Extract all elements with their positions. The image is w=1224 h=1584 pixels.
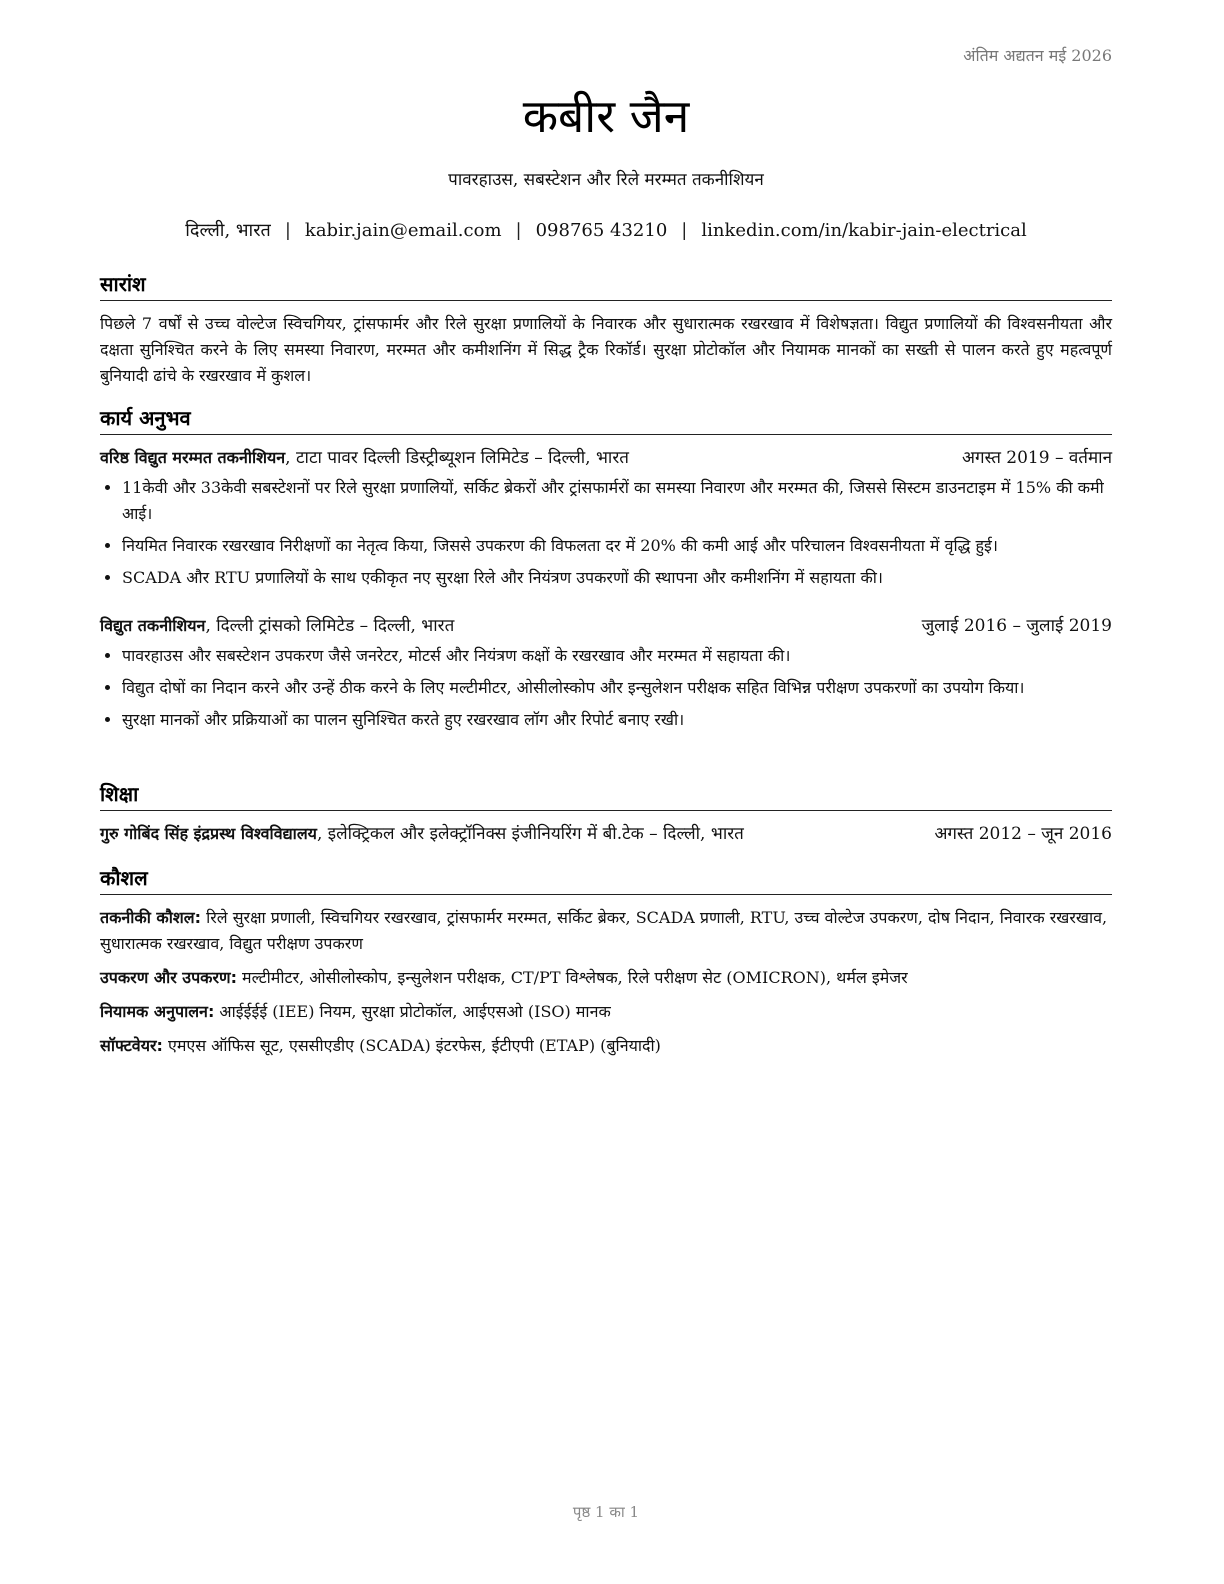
skill-text: मल्टीमीटर, ओसीलोस्कोप, इन्सुलेशन परीक्षक, CT/PT विश्लेषक, रिले परीक्षण सेट (OMICRON), थर्मल इमेजर (236, 968, 908, 987)
education-dates: अगस्त 2012 – जून 2016 (934, 824, 1112, 844)
job-bullets (100, 475, 1112, 591)
skill-label: तकनीकी कौशल: (100, 908, 201, 927)
job-role: वरिष्ठ विद्युत मरम्मत तकनीशियन (100, 448, 286, 467)
education-school: गुरु गोबिंद सिंह इंद्रप्रस्थ विश्वविद्यालय (100, 824, 317, 843)
skill-label: नियामक अनुपालन: (100, 1002, 215, 1021)
job-role: विद्युत तकनीशियन (100, 616, 206, 635)
job-bullet: • नियमित निवारक रखरखाव निरीक्षणों का नेतृत्व किया, जिससे उपकरण की विफलता दर में 20% की कमी आई और परिचालन विश्वसनीयता में वृद्धि हुई। (122, 533, 1112, 559)
separator: | (515, 220, 522, 241)
separator: | (681, 220, 688, 241)
job-bullets (100, 643, 1112, 733)
skill-label: उपकरण और उपकरण: (100, 968, 237, 987)
job-bullet: • SCADA और RTU प्रणालियों के साथ एकीकृत नए सुरक्षा रिले और नियंत्रण उपकरणों की स्थापना और कमीशनिंग में सहायता की। (122, 565, 1112, 591)
job-organization: , दिल्ली ट्रांसको लिमिटेड – दिल्ली, भारत (205, 616, 455, 636)
job-header (100, 613, 1112, 639)
job-bullet: • पावरहाउस और सबस्टेशन उपकरण जैसे जनरेटर, मोटर्स और नियंत्रण कक्षों के रखरखाव और मरम्मत में सहायता की। (122, 643, 1112, 669)
job-bullet: • विद्युत दोषों का निदान करने और उन्हें ठीक करने के लिए मल्टीमीटर, ओसीलोस्कोप और इन्सुलेशन परीक्षक सहित विभिन्न परीक्षण उपकरणों का उपयोग किया। (122, 675, 1112, 701)
job-title-subtitle: पावरहाउस, सबस्टेशन और रिले मरम्मत तकनीशियन (448, 170, 764, 190)
section-title-summary: सारांश (100, 270, 1112, 301)
job-organization: , टाटा पावर दिल्ली डिस्ट्रीब्यूशन लिमिटेड – दिल्ली, भारत (285, 448, 629, 468)
contact-linkedin[interactable]: linkedin.com/in/kabir-jain-electrical (701, 220, 1027, 241)
skill-line-technical (100, 905, 1112, 957)
job-entry (100, 613, 1112, 733)
skill-label: सॉफ्टवेयर: (100, 1036, 163, 1055)
job-dates: अगस्त 2019 – वर्तमान (962, 448, 1112, 468)
skill-text: आईईईई (IEE) नियम, सुरक्षा प्रोटोकॉल, आईएसओ (ISO) मानक (214, 1002, 611, 1021)
summary-text: पिछले 7 वर्षों से उच्च वोल्टेज स्विचगियर, ट्रांसफार्मर और रिले सुरक्षा प्रणालियों के निवारक और सुधारात्मक रखरखाव में विशेषज्ञता। विद्युत प्रणालियों की विश्वसनीयता और दक्षता सुनिश्चित करने के लिए समस्या निवारण, मरम्मत और कमीशनिंग में सिद्ध ट्रैक रिकॉर्ड। सुरक्षा प्रोटोकॉल और नियामक मानकों का सख्ती से पालन करते हुए महत्वपूर्ण बुनियादी ढांचे के रखरखाव में कुशल। (100, 314, 1112, 385)
job-dates: जुलाई 2016 – जुलाई 2019 (921, 616, 1112, 636)
contact-phone[interactable]: 098765 43210 (535, 220, 668, 241)
contact-line (100, 218, 1112, 242)
separator: | (284, 220, 291, 241)
education-section (100, 780, 1112, 847)
page-number-footer: पृष्ठ 1 का 1 (572, 1503, 640, 1521)
section-title-education: शिक्षा (100, 780, 1112, 811)
skill-line-compliance (100, 999, 1112, 1025)
job-bullet: • सुरक्षा मानकों और प्रक्रियाओं का पालन सुनिश्चित करते हुए रखरखाव लॉग और रिपोर्ट बनाए रखी। (122, 707, 1112, 733)
contact-location: दिल्ली, भारत (185, 220, 271, 241)
section-title-skills: कौशल (100, 864, 1112, 895)
skill-text: रिले सुरक्षा प्रणाली, स्विचगियर रखरखाव, ट्रांसफार्मर मरम्मत, सर्किट ब्रेकर, SCADA प्रणाली, RTU, उच्च वोल्टेज उपकरण, दोष निदान, निवारक रखरखाव, सुधारात्मक रखरखाव, विद्युत परीक्षण उपकरण (100, 908, 1108, 953)
job-header (100, 445, 1112, 471)
skill-text: एमएस ऑफिस सूट, एससीएडीए (SCADA) इंटरफेस, ईटीएपी (ETAP) (बुनियादी) (162, 1036, 661, 1055)
experience-section (100, 404, 1112, 739)
last-updated: अंतिम अद्यतन मई 2026 (963, 46, 1112, 65)
summary-section (100, 270, 1112, 389)
education-degree: , इलेक्ट्रिकल और इलेक्ट्रॉनिक्स इंजीनियरिंग में बी.टेक – दिल्ली, भारत (316, 824, 744, 844)
job-bullet: • 11केवी और 33केवी सबस्टेशनों पर रिले सुरक्षा प्रणालियों, सर्किट ब्रेकरों और ट्रांसफार्मरों का समस्या निवारण और मरम्मत की, जिससे सिस्टम डाउनटाइम में 15% की कमी आई। (122, 475, 1112, 527)
skill-line-tools (100, 965, 1112, 991)
contact-email[interactable]: kabir.jain@email.com (304, 220, 502, 241)
section-title-experience: कार्य अनुभव (100, 404, 1112, 435)
resume-page (100, 0, 1112, 1584)
skill-line-software (100, 1033, 1112, 1059)
job-entry (100, 445, 1112, 591)
education-entry (100, 821, 1112, 847)
skills-section (100, 864, 1112, 1067)
candidate-name: कबीर जैन (522, 89, 690, 143)
